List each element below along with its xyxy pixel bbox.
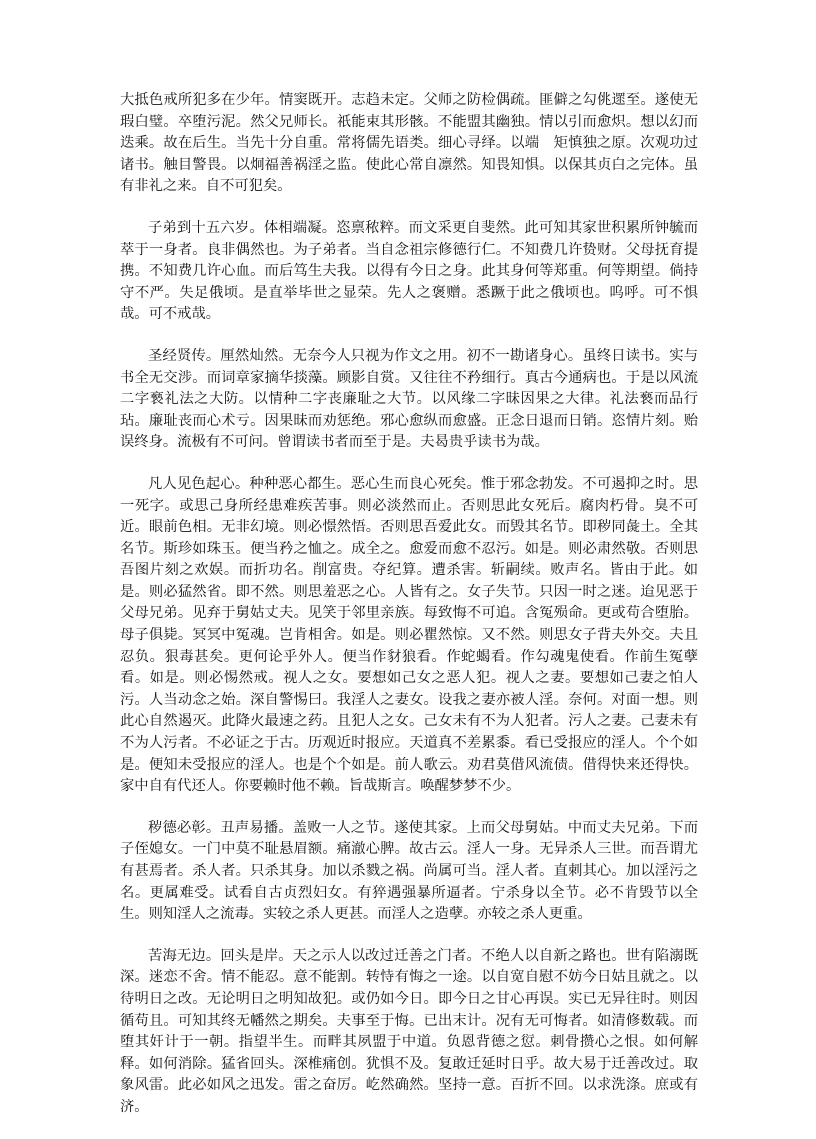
paragraph-3: 圣经贤传。厘然灿然。无奈今人只视为作文之用。初不一勘诸身心。虽终日读书。实与书全无交涉。而词章家摘华掞藻。顾影自赏。又往往不矜细行。真古今通病也。于是以风流二字䙝礼法之大防。以情种二字丧廉耻之大节。以风缘二字昧因果之大律。礼法䙝而品行玷。廉耻丧而心术亏。因果昧而劝惩绝。邪心愈纵而愈盛。正念日退而日销。恣情片刻。贻误终身。流极有不可问。曾谓读书者而至于是。夫曷贵乎读书为哉。 [120, 347, 698, 451]
paragraph-6: 苦海无边。回头是岸。天之示人以改过迁善之门者。不绝人以自新之路也。世有陷溺既深。迷恋不舍。情不能忍。意不能割。转恃有悔之一途。以自宽自慰不妨今日姑且就之。以待明日之改。无论明日之明知故犯。或仍如今日。即今日之甘心再误。实已无异往时。则因循苟且。可知其终无幡然之期矣。夫事至于悔。已出末计。况有无可悔者。如清修数载。而堕其奸计于一朝。指望半生。而畔其夙盟于中道。负恩背德之愆。刺骨攒心之恨。如何解释。如何消除。猛省回头。深椎痛创。犹惧不及。复敢迁延时日乎。故大易于迁善改过。取象风雷。此必如风之迅发。雷之奋厉。屹然确然。坚持一意。百折不回。以求洗涤。庶或有济。 [120, 947, 698, 1115]
paragraph-5: 秽德必彰。丑声易播。盖败一人之节。遂使其家。上而父母舅姑。中而丈夫兄弟。下而子侄媳女。一门中莫不耻悬眉额。痛澈心脾。故古云。淫人一身。无异杀人三世。而吾谓尤有甚焉者。杀人者。只杀其身。加以杀戮之祸。尚属可当。淫人者。直刺其心。加以淫污之名。更属难受。试看自古贞烈妇女。有猝遇强暴所逼者。宁杀身以全节。必不肯毁节以全生。则知淫人之流毒。实较之杀人更甚。而淫人之造孽。亦较之杀人更重。 [120, 819, 698, 923]
document-page [120, 90, 698, 1139]
paragraph-2: 子弟到十五六岁。体相端凝。恣禀秾粹。而文采更自斐然。此可知其家世积累所钟毓而萃于一身者。良非偶然也。为子弟者。当自念祖宗修德行仁。不知费几许贽财。父母抚育提携。不知费几许心血。而后笃生夫我。以得有今日之身。此其身何等郑重。何等期望。倘持守不严。失足俄顷。是直举毕世之显荣。先人之褒赠。悉蹶于此之俄顷也。呜呼。可不惧哉。可不戒哉。 [120, 219, 698, 323]
paragraph-1: 大抵色戒所犯多在少年。情窦既开。志趋未定。父师之防检偶疏。匪僻之勾佻遝至。遂使无瑕白璧。卒堕污泥。然父兄师长。祇能束其形骸。不能盟其幽独。情以引而愈炽。想以幻而迭乘。故在后生。当先十分自重。常将儒先语类。细心寻绎。以端 矩慎独之原。次观功过诸书。触目警畏。以炯福善祸淫之监。使此心常自凛然。知畏知惧。以保其贞白之完体。虽有非礼之来。自不可犯矣。 [120, 92, 698, 195]
paragraph-4: 凡人见色起心。种种恶心都生。恶心生而良心死矣。惟于邪念勃发。不可遏抑之时。思一死字。或思己身所经患难疾苦事。则必淡然而止。否则思此女死后。腐肉朽骨。臭不可近。眼前色相。无非幻境。则必憬然悟。否则思吾爱此女。而毁其名节。即秽同彘土。全其名节。斯珍如珠玉。便当矜之恤之。成全之。愈爱而愈不忍污。如是。则必肃然敬。否则思吾图片刻之欢娱。而折功名。削富贵。夺纪算。遭杀害。斩嗣续。败声名。皆由于此。如是。则必猛然省。即不然。则思羞恶之心。人皆有之。女子失节。只因一时之迷。迨见恶于父母兄弟。见弃于舅姑丈夫。见笑于邻里亲族。每致悔不可追。含冤殒命。更或苟合堕胎。母子俱毙。冥冥中冤魂。岂肯相舍。如是。则必瞿然惊。又不然。则思女子背夫外交。夫且忍负。狠毒甚矣。更何论乎外人。便当作豺狼看。作蛇蝎看。作勾魂鬼使看。作前生冤孽看。如是。则必惕然戒。视人之女。要想如己女之恶人犯。视人之妻。要想如己妻之怕人污。人当动念之始。深自警惕曰。我淫人之妻女。设我之妻亦被人淫。奈何。对面一想。则此心自然遏灭。此降火最速之药。且犯人之女。己女未有不为人犯者。污人之妻。己妻未有不为人污者。不必证之于古。历观近时报应。天道真不差累黍。看已受报应的淫人。个个如是。便知未受报应的淫人。也是个个如是。前人歌云。劝君莫借风流债。借得快来还得快。家中自有代还人。你要赖时他不赖。旨哉斯言。唤醒梦梦不少。 [120, 475, 698, 795]
